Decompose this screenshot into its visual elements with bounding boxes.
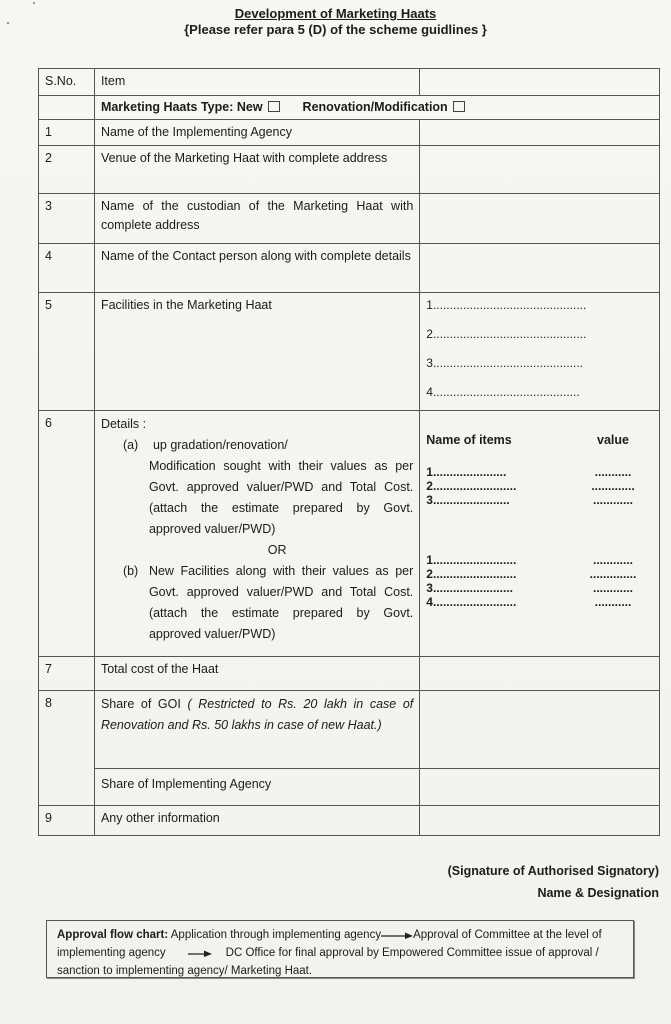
table-header-row bbox=[39, 69, 660, 96]
option-new-label: New bbox=[236, 100, 263, 114]
row-item: Name of the custodian of the Marketing Haat with complete address bbox=[94, 194, 419, 244]
row-sno: 6 bbox=[39, 411, 95, 657]
header-value bbox=[420, 69, 660, 96]
table-row bbox=[39, 146, 660, 194]
b-item-value[interactable]: ............ bbox=[592, 581, 633, 595]
a-item-value[interactable]: ........... bbox=[594, 465, 632, 479]
row-item: Name of the Implementing Agency bbox=[94, 120, 419, 146]
haat-type-cell bbox=[94, 96, 659, 120]
row-sno: 4 bbox=[39, 244, 95, 293]
sub-a-label: (a) bbox=[122, 438, 139, 452]
a-item-name[interactable]: 2......................... bbox=[426, 479, 517, 493]
haat-type-label: Marketing Haats Type: bbox=[100, 100, 234, 114]
items-values-grid bbox=[426, 433, 653, 609]
document-subtitle: {Please refer para 5 (D) of the scheme guidlines } bbox=[184, 22, 487, 37]
facility-entry[interactable]: 3............................................. bbox=[426, 356, 583, 370]
facilities-cell bbox=[420, 293, 660, 411]
new-checkbox[interactable] bbox=[268, 101, 280, 112]
table-row bbox=[39, 120, 660, 146]
document-header bbox=[0, 6, 671, 38]
approval-flow-box bbox=[46, 920, 634, 978]
share-goi-field[interactable] bbox=[420, 691, 660, 769]
b-item-name[interactable]: 3........................ bbox=[426, 581, 513, 595]
signature-line: (Signature of Authorised Signatory) bbox=[447, 864, 659, 878]
row-item: Name of the Contact person along with complete details bbox=[94, 244, 419, 293]
option-renovation-label: Renovation/Modification bbox=[302, 100, 448, 114]
b-item-value[interactable]: .............. bbox=[589, 567, 637, 581]
table-row bbox=[39, 411, 660, 657]
row-item: Facilities in the Marketing Haat bbox=[94, 293, 419, 411]
approval-flow-label: Approval flow chart: bbox=[57, 929, 169, 941]
table-row bbox=[39, 293, 660, 411]
sub-b-text: New Facilities along with their values as per Govt. approved valuer/PWD and Total Cost. (attach the estimate prepared by Govt. approved valuer/PWD) bbox=[148, 564, 414, 641]
share-goi-label: Share of GOI bbox=[100, 697, 188, 711]
scan-speck bbox=[33, 2, 35, 4]
table-row bbox=[39, 657, 660, 691]
row-sno: 2 bbox=[39, 146, 95, 194]
share-agency-label: Share of Implementing Agency bbox=[94, 769, 419, 806]
table-row bbox=[39, 769, 660, 806]
a-item-value[interactable]: ............. bbox=[591, 479, 635, 493]
sub-b-label: (b) bbox=[122, 564, 139, 578]
row-sno: 7 bbox=[39, 657, 95, 691]
b-item-value[interactable]: ............ bbox=[592, 553, 633, 567]
table-row bbox=[39, 244, 660, 293]
row-item: Any other information bbox=[94, 806, 419, 836]
application-form-table bbox=[38, 68, 660, 836]
row-sno: 8 bbox=[39, 691, 95, 806]
header-sno: S.No. bbox=[39, 69, 95, 96]
other-info-field[interactable] bbox=[420, 806, 660, 836]
empty-cell bbox=[39, 96, 95, 120]
a-item-name[interactable]: 1...................... bbox=[426, 465, 507, 479]
details-label: Details : bbox=[100, 417, 147, 431]
arrow-right-icon bbox=[381, 931, 413, 939]
sub-a-text: Modification sought with their values as per Govt. approved valuer/PWD and Total Cost. (attach the estimate prepared by Govt. approved valuer/PWD) bbox=[148, 459, 414, 536]
row-sno: 1 bbox=[39, 120, 95, 146]
facility-entry[interactable]: 1.............................................. bbox=[426, 298, 587, 312]
header-item: Item bbox=[94, 69, 419, 96]
name-of-items-header: Name of items bbox=[426, 433, 512, 447]
renovation-checkbox[interactable] bbox=[453, 101, 465, 112]
sub-item-b bbox=[123, 561, 413, 645]
name-designation-line: Name & Designation bbox=[537, 886, 659, 900]
table-row bbox=[39, 806, 660, 836]
sub-item-a bbox=[123, 435, 413, 540]
a-item-name[interactable]: 3....................... bbox=[426, 493, 510, 507]
b-item-name[interactable]: 2......................... bbox=[426, 567, 517, 581]
value-header: value bbox=[597, 433, 629, 447]
b-item-name[interactable]: 4......................... bbox=[426, 595, 517, 609]
row-item: Venue of the Marketing Haat with complete address bbox=[94, 146, 419, 194]
venue-field[interactable] bbox=[420, 146, 660, 194]
row-item: Total cost of the Haat bbox=[94, 657, 419, 691]
b-item-name[interactable]: 1......................... bbox=[426, 553, 517, 567]
facility-entry[interactable]: 2.............................................. bbox=[426, 327, 587, 341]
details-values-cell bbox=[420, 411, 660, 657]
approval-step-2a: Approval of Committee at the level of implementing agency bbox=[57, 929, 602, 959]
sub-a-line1: up gradation/renovation/ bbox=[152, 438, 288, 452]
implementing-agency-field[interactable] bbox=[420, 120, 660, 146]
share-goi-cell bbox=[94, 691, 419, 769]
facility-entry[interactable]: 4............................................ bbox=[426, 385, 580, 399]
haat-type-row bbox=[39, 96, 660, 120]
contact-person-field[interactable] bbox=[420, 244, 660, 293]
or-label: OR bbox=[267, 543, 287, 557]
arrow-right-icon bbox=[188, 949, 212, 957]
a-item-value[interactable]: ............ bbox=[592, 493, 633, 507]
row-sno: 3 bbox=[39, 194, 95, 244]
share-agency-field[interactable] bbox=[420, 769, 660, 806]
table-row bbox=[39, 691, 660, 769]
custodian-field[interactable] bbox=[420, 194, 660, 244]
row-sno: 9 bbox=[39, 806, 95, 836]
approval-step-3: DC Office for final approval by Empowered Committee issue of approval / sanction to implementing agency/ Marketing Haat. bbox=[57, 947, 599, 977]
table-row bbox=[39, 194, 660, 244]
b-item-value[interactable]: ........... bbox=[594, 595, 632, 609]
share-goi-restriction: ( Restricted to Rs. 20 lakh in case of Renovation and Rs. 50 lakhs in case of new Haat.) bbox=[100, 697, 414, 732]
details-cell bbox=[94, 411, 419, 657]
document-title: Development of Marketing Haats bbox=[234, 6, 437, 21]
total-cost-field[interactable] bbox=[420, 657, 660, 691]
signature-block bbox=[448, 860, 659, 904]
row-sno: 5 bbox=[39, 293, 95, 411]
approval-step-1: Application through implementing agency bbox=[168, 929, 382, 941]
